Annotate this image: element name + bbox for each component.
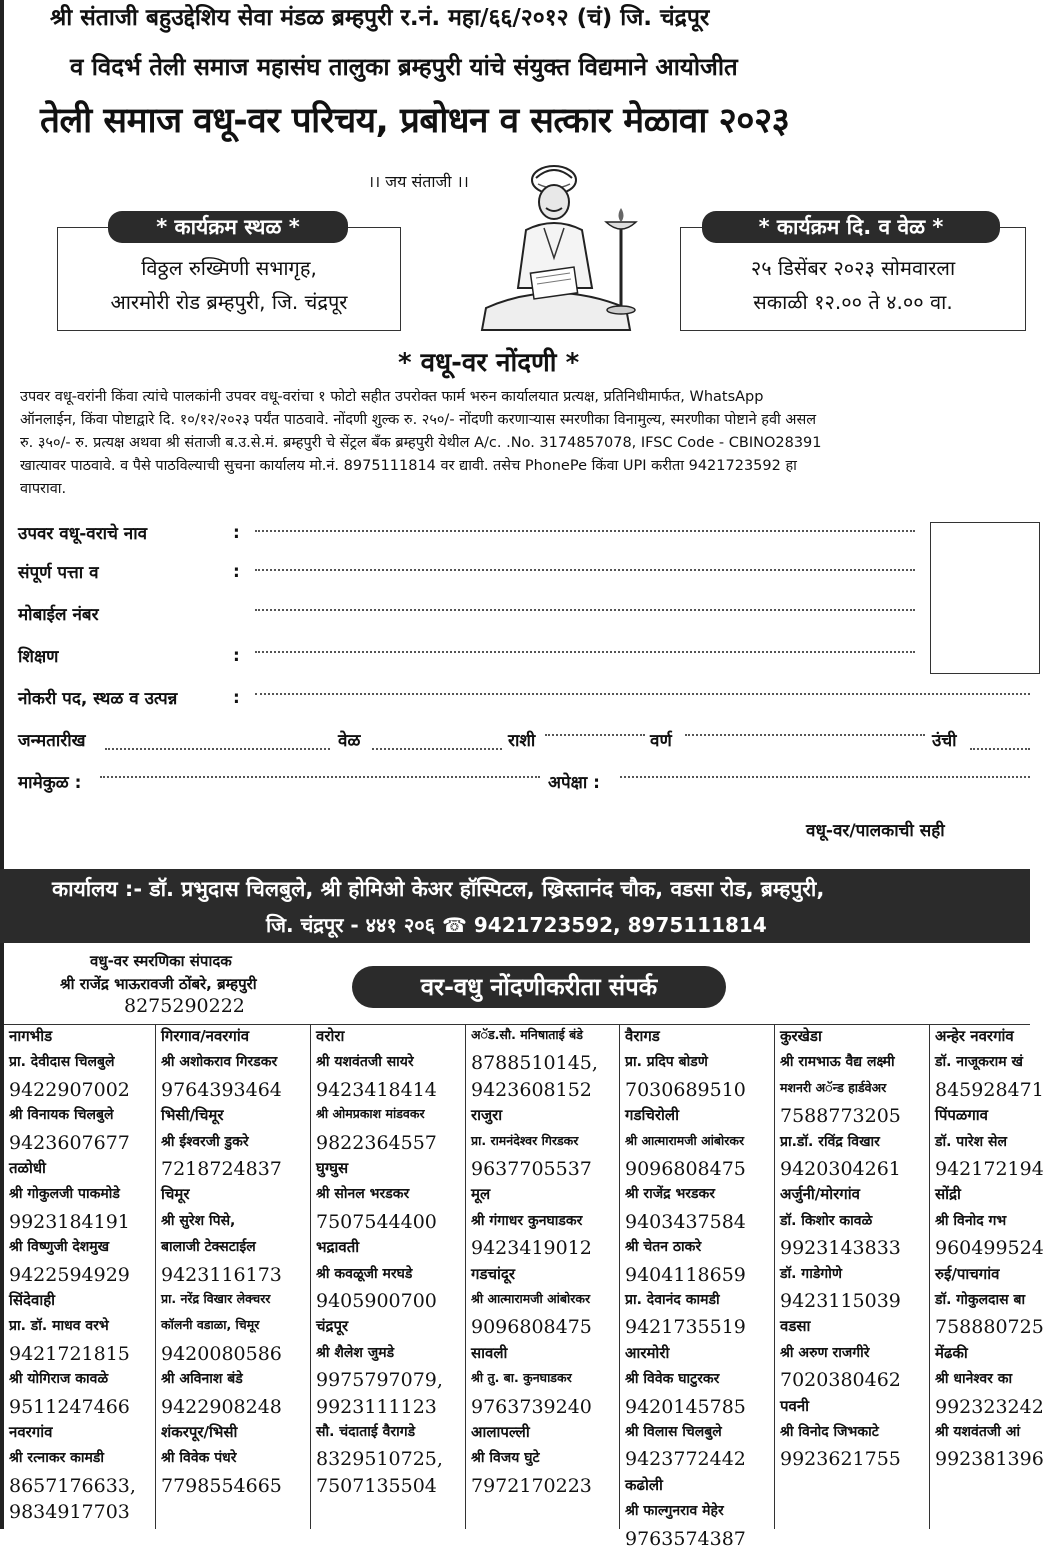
education-colon: : — [233, 646, 240, 666]
instructions-line-1: उपवर वधू-वरांनी किंवा त्यांचे पालकांनी उपवर वधू-वरांचा १ फोटो सहीत उपरोक्त फार्म भरुन कार्यालयात प्रत्यक्ष, प्रतिनिधीमार्फत, WhatsApp — [20, 389, 764, 405]
contact-place: भद्रावती — [316, 1238, 360, 1257]
instructions-line-4: खात्यावर पाठवावे. व पैसे पाठविल्याची सुचना कार्यालय मो.नं. 8975111814 वर द्यावी. तसेच PhonePe किंवा UPI करीता 9421723592 हा — [20, 458, 797, 474]
contact-phone: 9420145785 — [625, 1395, 746, 1418]
contact-phone: 7218724837 — [161, 1158, 282, 1180]
varna-label: वर्ण — [650, 731, 672, 751]
contact-name: अॅड.सौ. मनिषाताई बंडे — [471, 1027, 583, 1042]
contact-name: श्री अशोकराव गिरडकर — [161, 1054, 278, 1071]
contact-phone: 9405900700 — [316, 1290, 437, 1312]
contact-name: श्री यशवंतजी सायरे — [316, 1054, 414, 1071]
contact-phone: 9422908248 — [161, 1395, 282, 1418]
name-field[interactable] — [255, 530, 915, 532]
contact-place: तळोधी — [9, 1159, 46, 1177]
contact-phone: 9423116173 — [161, 1263, 282, 1286]
signature-label: वधू-वर/पालकाची सही — [806, 821, 945, 841]
contact-name: डॉ. पारेश सेल — [935, 1133, 1007, 1150]
contact-name: कॉलनी वडाळा, चिमूर — [161, 1317, 260, 1333]
contact-name: श्री विनायक चिलबुले — [9, 1107, 114, 1124]
contact-name: श्री अविनाश बंडे — [161, 1371, 243, 1388]
contact-place: मूल — [471, 1185, 491, 1204]
contact-place: चंद्रपूर — [316, 1317, 349, 1336]
contact-name: प्रा. डॉ. माधव वरभे — [9, 1318, 109, 1335]
contact-phone: 9637705537 — [471, 1158, 592, 1180]
event-title: तेली समाज वधू-वर परिचय, प्रबोधन व सत्कार मेळावा २०२३ — [40, 101, 790, 141]
office-address-line-2: जि. चंद्रपूर - ४४१ २०६ ☎ 9421723592, 8975111814 — [266, 913, 767, 937]
contact-name: श्री विवेक घाटुरकर — [625, 1371, 720, 1388]
schedule-label: * कार्यक्रम दि. व वेळ * — [702, 211, 1000, 243]
contact-name: श्री ईश्वरजी डुकरे — [161, 1133, 249, 1150]
address-field[interactable] — [255, 569, 915, 571]
editor-name: श्री राजेंद्र भाऊरावजी ठोंबरे, ब्रम्हपुरी — [60, 975, 257, 993]
contact-place: रुई/पाचगांव — [935, 1264, 1000, 1283]
contact-name: प्रा. नरेंद्र विखार लेक्चरर — [161, 1291, 271, 1306]
contact-phone: 992381396 — [935, 1448, 1044, 1471]
mamekul-label: मामेकुळ : — [18, 773, 82, 793]
contact-column-5 — [619, 1024, 774, 1550]
contact-column-1 — [4, 1024, 155, 1529]
contact-place: कुरखेडा — [780, 1027, 822, 1045]
contact-name: श्री धानेश्वर का — [935, 1371, 1013, 1388]
contact-name: श्री तु. बा. कुनघाडकर — [471, 1370, 572, 1386]
contact-place: राजुरा — [471, 1106, 503, 1125]
varna-field[interactable] — [685, 734, 925, 736]
santaji-portrait-illustration — [466, 158, 646, 338]
contact-column-6 — [774, 1024, 929, 1529]
contact-phone: 942172194 — [935, 1158, 1044, 1180]
editor-phone: 8275290222 — [124, 995, 245, 1017]
contact-name: प्रा. देवानंद कामडी — [625, 1292, 720, 1308]
editor-role: वधु-वर स्मरणिका संपादक — [90, 952, 232, 970]
contact-section-title: वर-वधु नोंदणीकरीता संपर्क — [352, 966, 726, 1008]
instructions-line-3: रु. ३५०/- रु. प्रत्यक्ष अथवा श्री संताजी ब.उ.से.मं. ब्रम्हपुरी चे सेंट्रल बँक ब्रम्हपुरी येथील A/c. .No. 3174857078, IFSC Code - CBINO28391 — [20, 435, 822, 451]
instructions-line-5: वापरावा. — [20, 481, 67, 497]
contact-name: श्री कवळूजी मरघडे — [316, 1265, 413, 1282]
job-colon: : — [233, 688, 240, 708]
contact-phone: 9511247466 — [9, 1395, 130, 1418]
contact-phone: 9423608152 — [471, 1078, 592, 1101]
contact-name: डॉ. नाजूकराम खं — [935, 1054, 1023, 1071]
contact-name: प्रा. प्रदिप बोडणे — [625, 1054, 708, 1071]
contact-phone: 9420304261 — [780, 1158, 901, 1180]
dob-field[interactable] — [105, 748, 330, 750]
contact-phone: 9420080586 — [161, 1342, 282, 1365]
jay-santaji-text: ।। जय संताजी ।। — [368, 172, 469, 191]
contact-phone: 9423419012 — [471, 1237, 592, 1260]
contact-name: बालाजी टेक्सटाईल — [161, 1239, 256, 1256]
contact-name: श्री योगिराज कावळे — [9, 1371, 109, 1388]
contact-name: श्री सुरेश पिसे, — [161, 1212, 236, 1229]
venue-line-2: आरमोरी रोड ब्रम्हपुरी, जि. चंद्रपूर — [110, 290, 348, 314]
contact-phone: 758880725 — [935, 1316, 1044, 1339]
registration-title: * वधू-वर नोंदणी * — [398, 348, 580, 378]
job-label: नोकरी पद, स्थळ व उत्पन्न — [18, 689, 178, 709]
contact-name: मशनरी अॅन्ड हार्डवेअर — [780, 1079, 887, 1095]
contact-phone: 9403437584 — [625, 1210, 746, 1233]
office-address-line-1: कार्यालय :- डॉ. प्रभुदास चिलबुले, श्री होमिओ केअर हॉस्पिटल, ख्रिस्तानंद चौक, वडसा रोड, ब्रम्हपुरी, — [52, 877, 825, 901]
time-label: वेळ — [338, 731, 361, 751]
address-colon: : — [233, 562, 240, 582]
contact-phone: 9764393464 — [161, 1078, 282, 1101]
contact-name: श्री फाल्गुनराव मेहेर — [625, 1503, 724, 1520]
contact-phone: 9422594929 — [9, 1263, 130, 1286]
contact-name: श्री आत्मारामजी आंबोरकर — [471, 1291, 591, 1306]
contact-name: श्री राजेंद्र भरडकर — [625, 1186, 715, 1203]
contact-place: वैरागड — [625, 1027, 660, 1045]
apeksha-label: अपेक्षा : — [548, 773, 600, 793]
contact-phone: 8329510725, — [316, 1448, 443, 1471]
contact-phone: 9975797079, — [316, 1369, 443, 1392]
dob-label: जन्मतारीख — [18, 731, 86, 751]
contact-phone: 9096808475 — [625, 1158, 746, 1180]
contact-phone: 7972170223 — [471, 1474, 592, 1497]
contact-place: गडचांदूर — [471, 1264, 515, 1283]
height-field[interactable] — [970, 748, 1030, 750]
contact-place: आरमोरी — [625, 1343, 670, 1362]
address-label: संपूर्ण पत्ता व — [18, 563, 99, 583]
contact-name: श्री विलास चिलबुले — [625, 1424, 722, 1440]
registration-instructions — [20, 386, 1030, 501]
contact-place: पिंपळगाव — [935, 1106, 988, 1125]
contact-name: श्री सोनल भरडकर — [316, 1186, 410, 1203]
contact-place: अर्जुनी/मोरगांव — [780, 1185, 860, 1204]
contact-phone: 7507135504 — [316, 1474, 437, 1497]
contact-place: सावली — [471, 1343, 508, 1362]
contact-column-2 — [155, 1024, 310, 1529]
contact-name: श्री गंगाधर कुनघाडकर — [471, 1212, 583, 1229]
contact-name: श्री विजय घुटे — [471, 1450, 540, 1467]
office-address-bar — [0, 869, 1030, 943]
contact-place: कढोली — [625, 1475, 663, 1494]
contact-column-3 — [310, 1024, 465, 1529]
contact-name: श्री गोकुलजी पाकमोडे — [9, 1186, 120, 1203]
schedule-line-2: सकाळी १२.०० ते ४.०० वा. — [753, 290, 953, 314]
contact-place: गडचिरोली — [625, 1106, 679, 1125]
contact-place: भिसी/चिमूर — [161, 1106, 224, 1125]
mobile-field[interactable] — [255, 609, 915, 611]
contact-place: मेंढकी — [935, 1343, 968, 1362]
contact-name: सौ. चंदाताई वैरागडे — [316, 1424, 416, 1440]
contact-phone: 9763739240 — [471, 1395, 592, 1418]
left-border — [0, 0, 4, 870]
height-label: उंची — [932, 731, 957, 751]
contact-name: श्री विनोद जिभकाटे — [780, 1424, 879, 1440]
contact-phone: 9421735519 — [625, 1316, 746, 1339]
contact-phone: 9423607677 — [9, 1131, 130, 1154]
contact-phone: 7020380462 — [780, 1369, 901, 1392]
mobile-label: मोबाईल नंबर — [18, 605, 99, 625]
venue-label: * कार्यक्रम स्थळ * — [108, 211, 348, 243]
contact-name: प्रा.डॉ. रविंद्र विखार — [780, 1133, 880, 1150]
schedule-line-1: २५ डिसेंबर २०२३ सोमवारला — [750, 256, 956, 280]
contact-place: शंकरपूर/भिसी — [161, 1423, 238, 1441]
contact-phone: 9096808475 — [471, 1316, 592, 1339]
name-label: उपवर वधू-वराचे नाव — [18, 524, 148, 544]
contact-phone: 9834917703 — [9, 1501, 130, 1524]
contact-place: अन्हेर नवरगांव — [935, 1027, 1014, 1045]
contact-phone: 9822364557 — [316, 1131, 437, 1154]
contact-name: डॉ. गाडेगोणे — [780, 1265, 842, 1282]
contact-phone: 9423772442 — [625, 1448, 746, 1471]
contact-name: डॉ. किशोर कावळे — [780, 1212, 873, 1229]
contact-phone: 9923143833 — [780, 1237, 901, 1260]
contact-place: पवनी — [780, 1396, 810, 1415]
contact-phone: 9423115039 — [780, 1290, 901, 1312]
contact-place: गिरगाव/नवरगांव — [161, 1027, 250, 1045]
contact-name: श्री शैलेश जुमडे — [316, 1344, 395, 1361]
contact-phone: 8657176633, — [9, 1474, 136, 1497]
contact-name: श्री विवेक पंधरे — [161, 1450, 237, 1467]
contact-phone: 7507544400 — [316, 1210, 437, 1233]
contact-phone: 9422907002 — [9, 1078, 130, 1101]
contact-phone: 7588773205 — [780, 1105, 901, 1128]
contact-place: सोंद्री — [935, 1185, 961, 1204]
job-field[interactable] — [255, 693, 1030, 695]
contact-place: आलापल्ली — [471, 1423, 530, 1441]
contact-phone: 9923184191 — [9, 1210, 130, 1233]
contact-place: वरोरा — [316, 1027, 345, 1045]
contact-name: श्री विष्णुजी देशमुख — [9, 1239, 110, 1256]
rashi-label: राशी — [508, 731, 536, 751]
contact-phone: 9423418414 — [316, 1078, 437, 1101]
co-organizer-line: व विदर्भ तेली समाज महासंघ तालुका ब्रम्हपुरी यांचे संयुक्त विद्यमाने आयोजीत — [70, 53, 738, 81]
apeksha-field[interactable] — [620, 776, 1030, 778]
contact-place: चिमूर — [161, 1185, 190, 1204]
contact-place: नवरगांव — [9, 1423, 53, 1441]
contact-name: प्रा. रामनंदेश्वर गिरडकर — [471, 1132, 579, 1148]
contact-phone: 9763574387 — [625, 1527, 746, 1550]
contact-place: सिंदेवाही — [9, 1291, 56, 1309]
mamekul-field[interactable] — [100, 776, 540, 778]
contact-name: डॉ. गोकुलदास बा — [935, 1292, 1026, 1308]
contact-name: श्री चेतन ठाकरे — [625, 1239, 702, 1256]
contact-phone: 9923111123 — [316, 1395, 437, 1418]
contact-phone: 9404118659 — [625, 1263, 746, 1286]
contact-place: वडसा — [780, 1317, 811, 1336]
contact-name: श्री यशवंतजी आं — [935, 1424, 1021, 1440]
contact-column-7 — [929, 1024, 1044, 1529]
contact-phone: 9923621755 — [780, 1448, 901, 1471]
contact-column-4 — [465, 1024, 619, 1529]
contact-phone: 9421721815 — [9, 1342, 130, 1365]
venue-line-1: विठ्ठल रुख्मिणी सभागृह, — [141, 256, 317, 280]
contact-name: प्रा. देवीदास चिलबुले — [9, 1054, 115, 1071]
contact-phone: 8788510145, — [471, 1052, 598, 1075]
contact-phone: 845928471 — [935, 1078, 1044, 1101]
time-field[interactable] — [372, 748, 502, 750]
photo-placeholder — [930, 522, 1040, 674]
contact-phone: 992323242 — [935, 1395, 1044, 1418]
name-colon: : — [233, 523, 240, 543]
contact-name: श्री आत्मारामजी आंबोरकर — [625, 1132, 745, 1148]
contact-phone: 7030689510 — [625, 1078, 746, 1101]
contact-phone: 960499524 — [935, 1237, 1044, 1260]
contact-name: श्री रामभाऊ वैद्य लक्ष्मी — [780, 1054, 895, 1071]
organizer-line: श्री संताजी बहुउद्देशिय सेवा मंडळ ब्रम्हपुरी र.नं. महा/६६/२०१२ (चं) जि. चंद्रपूर — [50, 5, 710, 31]
contact-phone: 7798554665 — [161, 1474, 282, 1497]
contact-name: श्री रत्नाकर कामडी — [9, 1450, 105, 1467]
education-field[interactable] — [255, 651, 915, 653]
contact-place: नागभीड — [9, 1027, 53, 1045]
instructions-line-2: ऑनलाईन, किंवा पोष्टाद्वारे दि. १०/१२/२०२३ पर्यंत पाठवावे. नोंदणी शुल्क रु. २५०/- नोंदणी करणाऱ्यास स्मरणीका विनामुल्य, स्मरणीका पोष्टाने हवी असल — [20, 412, 817, 428]
rashi-field[interactable] — [545, 734, 645, 736]
contact-name: श्री ओमप्रकाश मांडवकर — [316, 1106, 425, 1122]
contact-place: घुग्घुस — [316, 1159, 349, 1177]
contact-name: श्री विनोद गभ — [935, 1212, 1007, 1229]
contact-name: श्री अरुण राजगीरे — [780, 1344, 870, 1361]
education-label: शिक्षण — [18, 647, 59, 667]
